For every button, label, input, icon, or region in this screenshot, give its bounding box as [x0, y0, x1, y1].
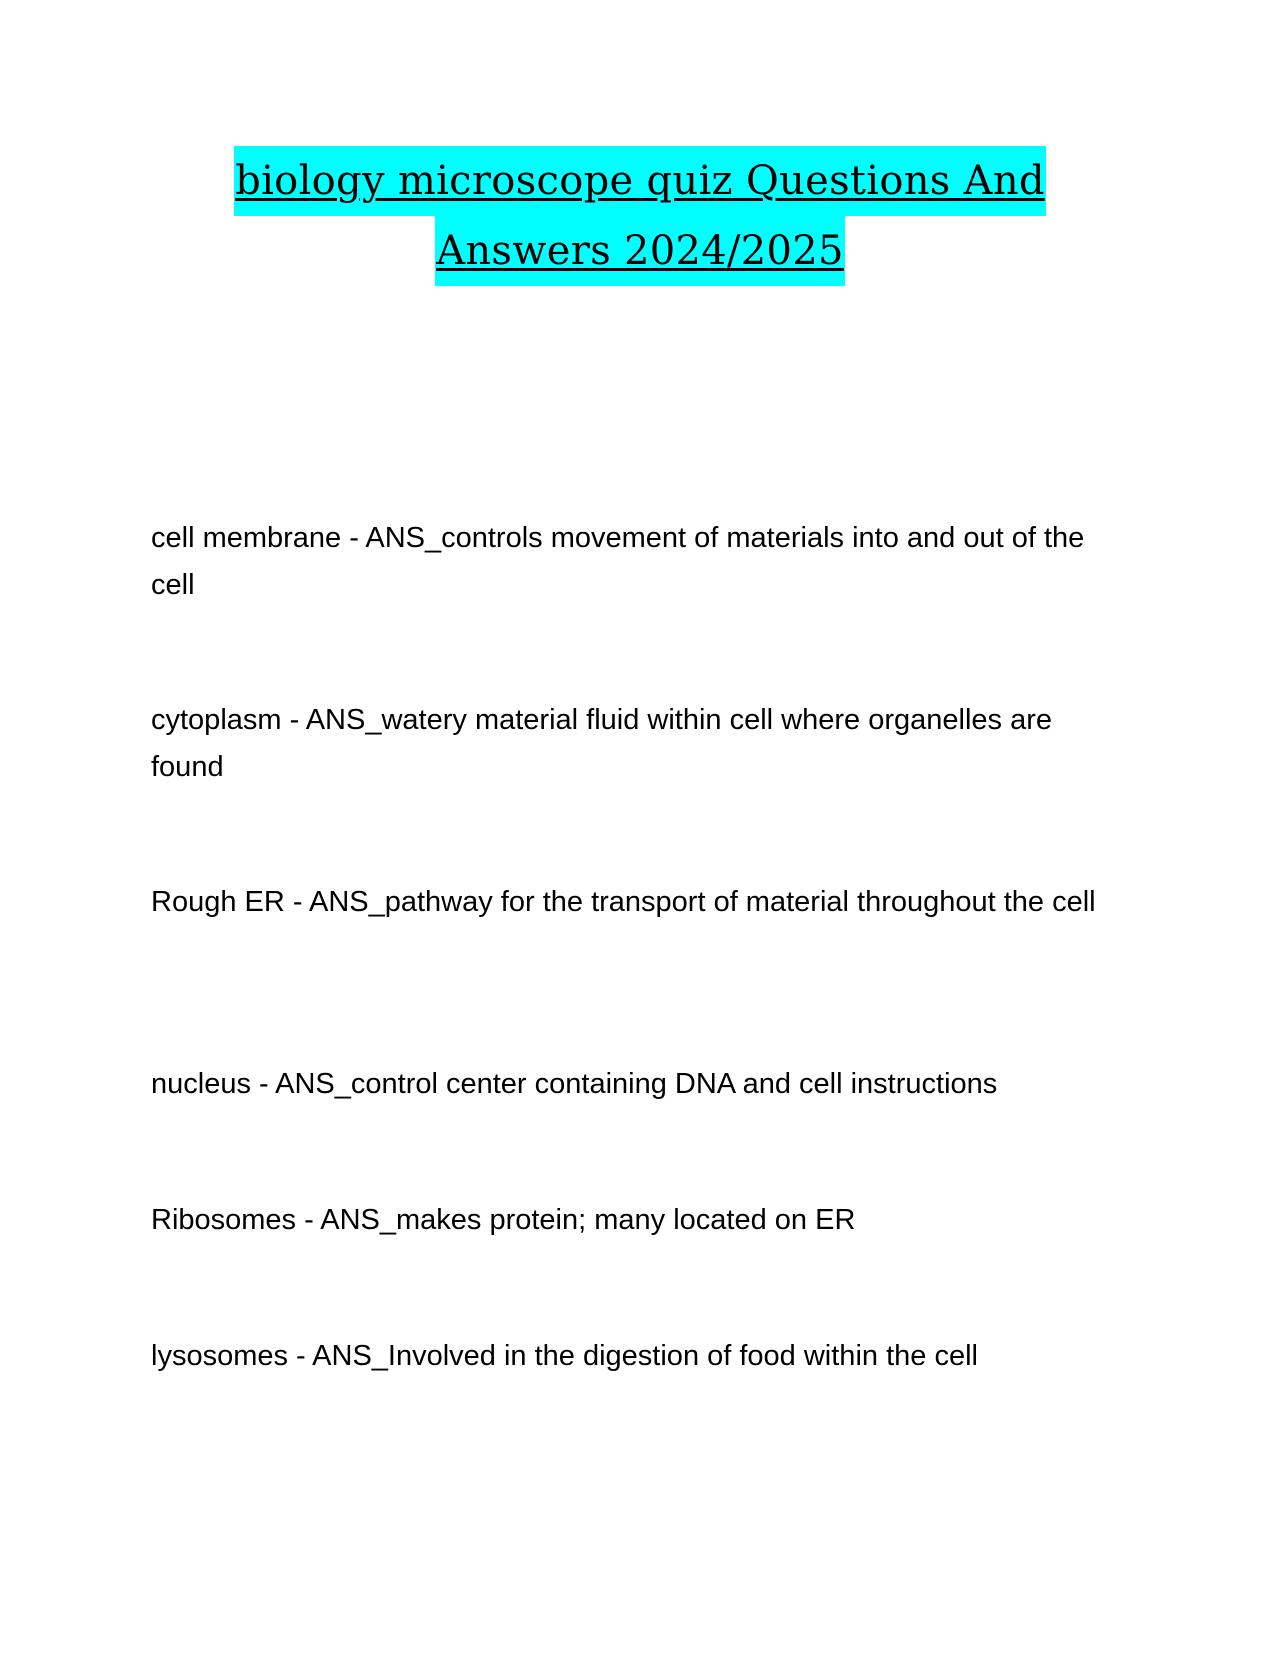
qa-item-cytoplasm: cytoplasm - ANS_watery material fluid within cell where organelles are found [151, 704, 1052, 783]
qa-item-cell-membrane: cell membrane - ANS_controls movement of materials into and out of the cell [151, 522, 1085, 601]
title-line-2: Answers 2024/2025 [435, 216, 845, 286]
document-title [0, 146, 1280, 286]
title-line-1: biology microscope quiz Questions And [234, 146, 1046, 216]
qa-item-nucleus: nucleus - ANS_control center containing DNA and cell instructions [151, 1068, 998, 1100]
qa-item-lysosomes: lysosomes - ANS_Involved in the digestion of food within the cell [151, 1340, 978, 1372]
qa-item-rough-er: Rough ER - ANS_pathway for the transport of material throughout the cell [151, 886, 1096, 918]
qa-item-ribosomes: Ribosomes - ANS_makes protein; many located on ER [151, 1204, 856, 1236]
